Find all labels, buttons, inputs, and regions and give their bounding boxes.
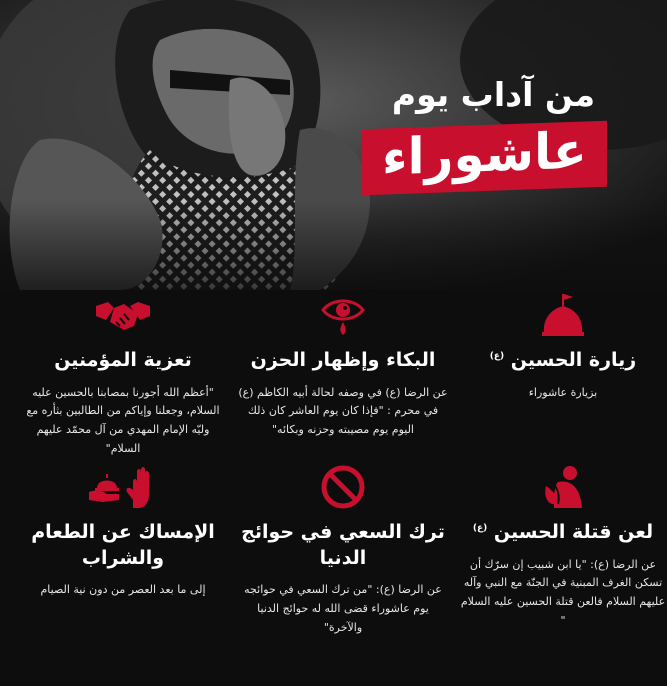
item-heading: ترك السعي في حوائج الدنيا [241, 521, 445, 569]
item-heading: البكاء وإظهار الحزن [250, 349, 436, 371]
honorific-mark: (ع) [472, 523, 488, 534]
etiquette-item-fasting [18, 464, 228, 600]
item-heading: الإمساك عن الطعام والشراب [31, 521, 215, 569]
etiquette-item-cursing [458, 464, 667, 630]
title-block [317, 75, 607, 191]
item-heading: زيارة الحسين $^{(ع)}$ [489, 349, 637, 371]
item-description: بزيارة عاشوراء [528, 385, 598, 399]
item-description: عن الرضا (ع): "من ترك السعي في حوائجه يوم عاشوراء قضى الله له حوائج الدنيا والآخرة" [244, 583, 442, 634]
praying-hands-icon [540, 464, 586, 510]
etiquette-item-abstaining-work [238, 464, 448, 637]
item-description: عن الرضا (ع) في وصفه لحالة أبيه الكاظم (ع) في محرم : "فإذا كان يوم العاشر كان ذلك اليوم يوم مصيبته وحزنه وبكائه" [238, 385, 448, 437]
honorific-mark: (ع) [489, 351, 505, 362]
item-description: إلى ما بعد العصر من دون نية الصيام [40, 583, 206, 597]
fasting-food-hand-icon [87, 464, 159, 510]
etiquette-item-visitation [458, 292, 667, 402]
shrine-dome-icon [540, 292, 586, 338]
title-line-2: عاشوراء [362, 121, 607, 196]
item-description: "أعظم الله أجورنا بمصابنا بالحسين عليه السلام، وجعلنا وإياكم من الطالبين بثأره مع وليّه الإمام المهدي من آل محمّد عليهم السلام" [26, 385, 220, 455]
weeping-eye-icon [320, 292, 366, 338]
prohibited-icon [320, 464, 366, 510]
etiquette-item-condolence [18, 292, 228, 458]
item-description: عن الرضا (ع): "يا ابن شبيب إن سرّك أن تسكن الغرف المبنية في الجنّة مع النبي وآله عليهم السلام فالعن قتلة الحسين عليه السلام " [460, 557, 666, 627]
item-heading: لعن قتلة الحسين $^{(ع)}$ [472, 521, 654, 543]
etiquette-item-weeping [238, 292, 448, 440]
title-line-1: من آداب يوم [391, 75, 595, 114]
item-heading: تعزية المؤمنين [54, 349, 192, 371]
handshake-icon [94, 292, 152, 338]
